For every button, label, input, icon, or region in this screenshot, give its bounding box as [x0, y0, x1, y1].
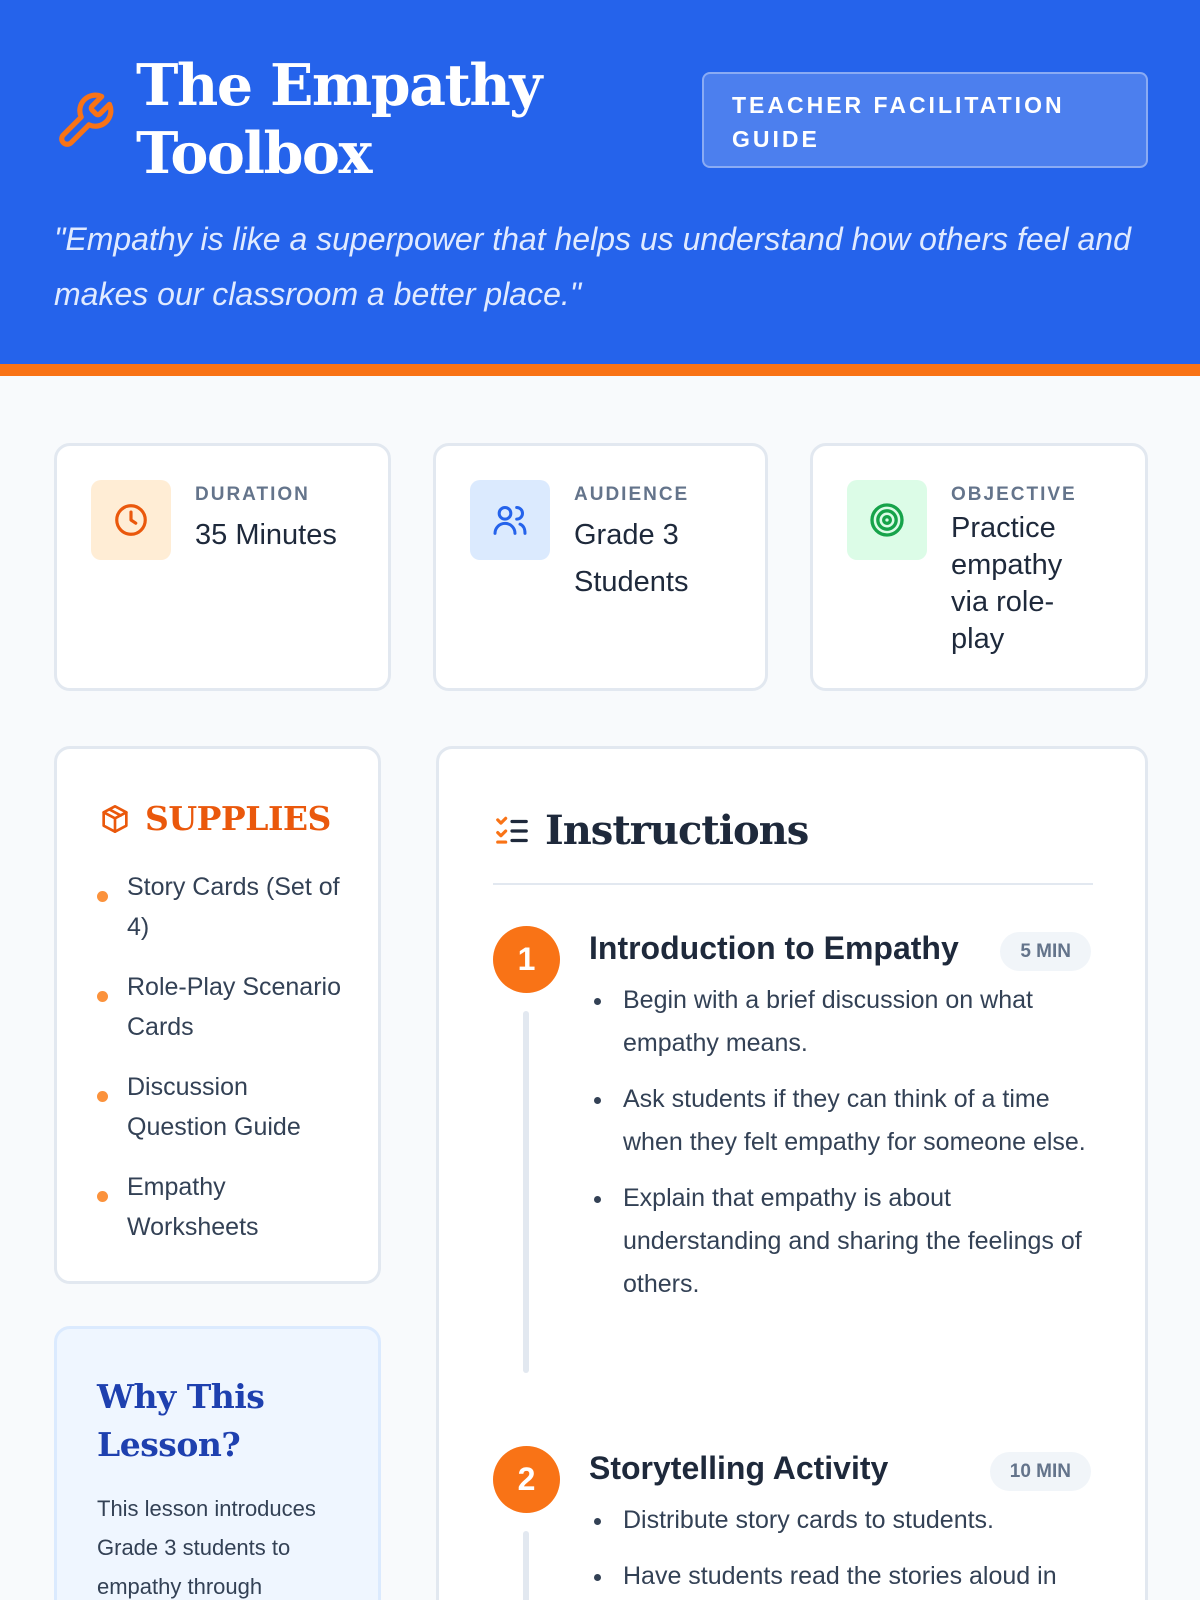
audience-card	[433, 443, 768, 691]
supply-item-label: Discussion Question Guide	[127, 1073, 301, 1141]
step-title: Storytelling Activity	[589, 1450, 889, 1486]
supply-item	[97, 967, 347, 1047]
instructions-card	[436, 746, 1148, 1600]
why-text: This lesson introduces Grade 3 students to empathy through	[97, 1496, 316, 1599]
page-title: The Empathy Toolbox	[136, 52, 541, 187]
step-number: 2	[493, 1446, 560, 1513]
duration-badge: 10 MIN	[990, 1452, 1091, 1491]
duration-value: 35 Minutes	[195, 519, 337, 551]
supply-item	[97, 1067, 347, 1147]
supplies-title: SUPPLIES	[145, 799, 331, 838]
step-item: Ask students if they can think of a time when they felt empathy for someone else.	[589, 1078, 1089, 1164]
objective-card	[810, 443, 1148, 691]
step-connector	[523, 1011, 529, 1373]
step-list	[589, 1499, 1089, 1600]
bullet-dot	[97, 891, 108, 902]
step-number: 1	[493, 926, 560, 993]
step-item: Begin with a brief discussion on what empathy means.	[589, 979, 1089, 1065]
objective-label: OBJECTIVE	[951, 484, 1077, 505]
header-quote: "Empathy is like a superpower that helps us understand how others feel and makes our classroom a better place."	[54, 221, 1131, 312]
why-card	[54, 1326, 381, 1600]
duration-label: DURATION	[195, 484, 310, 505]
list-checks-icon	[493, 812, 531, 850]
audience-icon-box	[470, 480, 550, 560]
audience-label: AUDIENCE	[574, 484, 690, 505]
bullet-dot	[97, 1191, 108, 1202]
audience-value: Grade 3 Students	[574, 519, 689, 598]
objective-value: Practice empathy via role-play	[951, 512, 1063, 655]
instructions-header	[493, 807, 808, 854]
supply-item	[97, 867, 347, 947]
objective-icon-box	[847, 480, 927, 560]
target-icon	[867, 500, 907, 540]
step-item: Explain that empathy is about understanding and sharing the feelings of others.	[589, 1177, 1089, 1306]
step-item: Have students read the stories aloud in	[589, 1555, 1089, 1598]
instructions-title: Instructions	[545, 807, 809, 854]
step-list	[589, 979, 1089, 1319]
bullet-dot	[97, 991, 108, 1002]
guide-badge: TEACHER FACILITATION GUIDE	[702, 72, 1148, 168]
supply-item-label: Story Cards (Set of 4)	[127, 873, 340, 941]
header-banner	[0, 0, 1200, 376]
duration-card	[54, 443, 391, 691]
step-title: Introduction to Empathy	[589, 930, 959, 966]
supply-item	[97, 1167, 347, 1247]
duration-icon-box	[91, 480, 171, 560]
duration-badge: 5 MIN	[1000, 932, 1091, 971]
supplies-card	[54, 746, 381, 1284]
why-title: Why This Lesson?	[97, 1377, 265, 1464]
bullet-dot	[97, 1091, 108, 1102]
supply-list	[97, 867, 347, 1267]
wrench-icon	[54, 90, 116, 152]
step-connector	[523, 1531, 529, 1600]
step-item: Distribute story cards to students.	[589, 1499, 1089, 1542]
supply-item-label: Role-Play Scenario Cards	[127, 973, 341, 1041]
clock-icon	[112, 501, 150, 539]
supply-item-label: Empathy Worksheets	[127, 1173, 259, 1241]
supplies-header	[99, 799, 331, 838]
users-icon	[490, 500, 530, 540]
divider	[493, 883, 1093, 885]
box-icon	[99, 803, 131, 835]
